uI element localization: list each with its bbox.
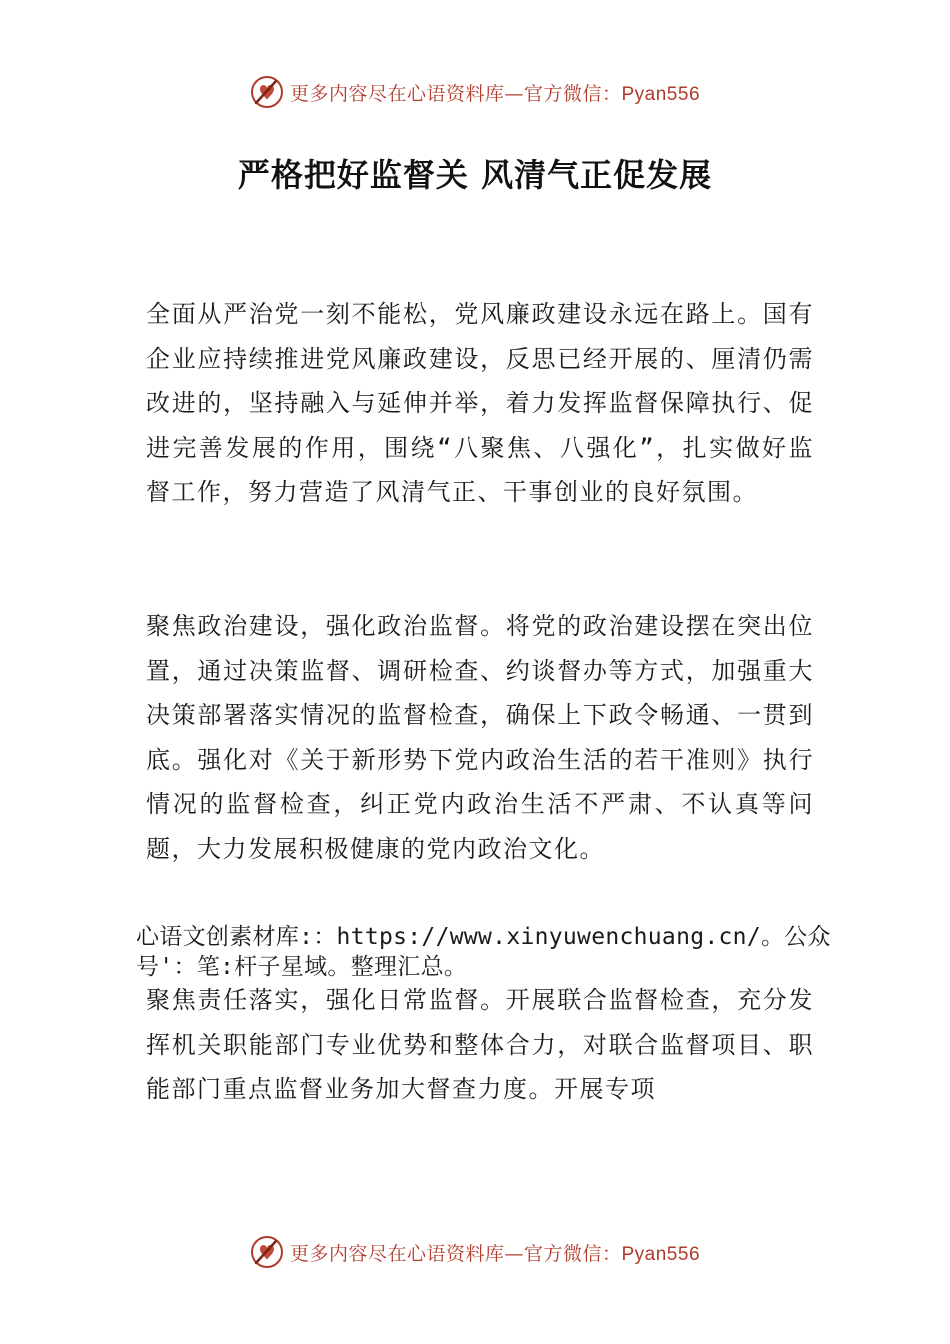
footer-banner — [0, 1232, 950, 1272]
heart-pen-logo-icon — [250, 75, 284, 109]
header-banner — [0, 72, 950, 112]
banner-text: 更多内容尽在心语资料库—官方微信：Pyan556 — [289, 1242, 701, 1265]
banner-text: 更多内容尽在心语资料库—官方微信：Pyan556 — [289, 82, 701, 105]
paragraph-intro: 全面从严治党一刻不能松，党风廉政建设永远在路上。国有企业应持续推进党风廉政建设，反思已经开展的、厘清仍需改进的，坚持融入与延伸并举，着力发挥监督保障执行、促进完善发展的作用，围绕“八聚焦、八强化”，扎实做好监督工作，努力营造了风清气正、干事创业的良好氛围。 — [146, 300, 814, 506]
paragraph-political-supervision: 聚焦政治建设，强化政治监督。将党的政治建设摆在突出位置，通过决策监督、调研检查、约谈督办等方式，加强重大决策部署落实情况的监督检查，确保上下政令畅通、一贯到底。强化对《关于新形势下党内政治生活的若干准则》执行情况的监督检查，纠正党内政治生活不严肃、不认真等问题，大力发展积极健康的党内政治文化。 — [146, 612, 814, 863]
wechat-id: Pyan556 — [621, 83, 701, 105]
paragraph-daily-supervision: 聚焦责任落实，强化日常监督。开展联合监督检查，充分发挥机关职能部门专业优势和整体合力，对联合监督项目、职能部门重点监督业务加大督查力度。开展专项 — [146, 986, 814, 1103]
source-note: 心语文创素材库:：https://www.xinyuwenchuang.cn/。公众号'：笔:杆子星域。整理汇总。 — [136, 924, 831, 980]
wechat-id: Pyan556 — [621, 1243, 701, 1265]
document-title: 严格把好监督关 风清气正促发展 — [237, 156, 713, 194]
heart-pen-logo-icon — [250, 1235, 284, 1269]
